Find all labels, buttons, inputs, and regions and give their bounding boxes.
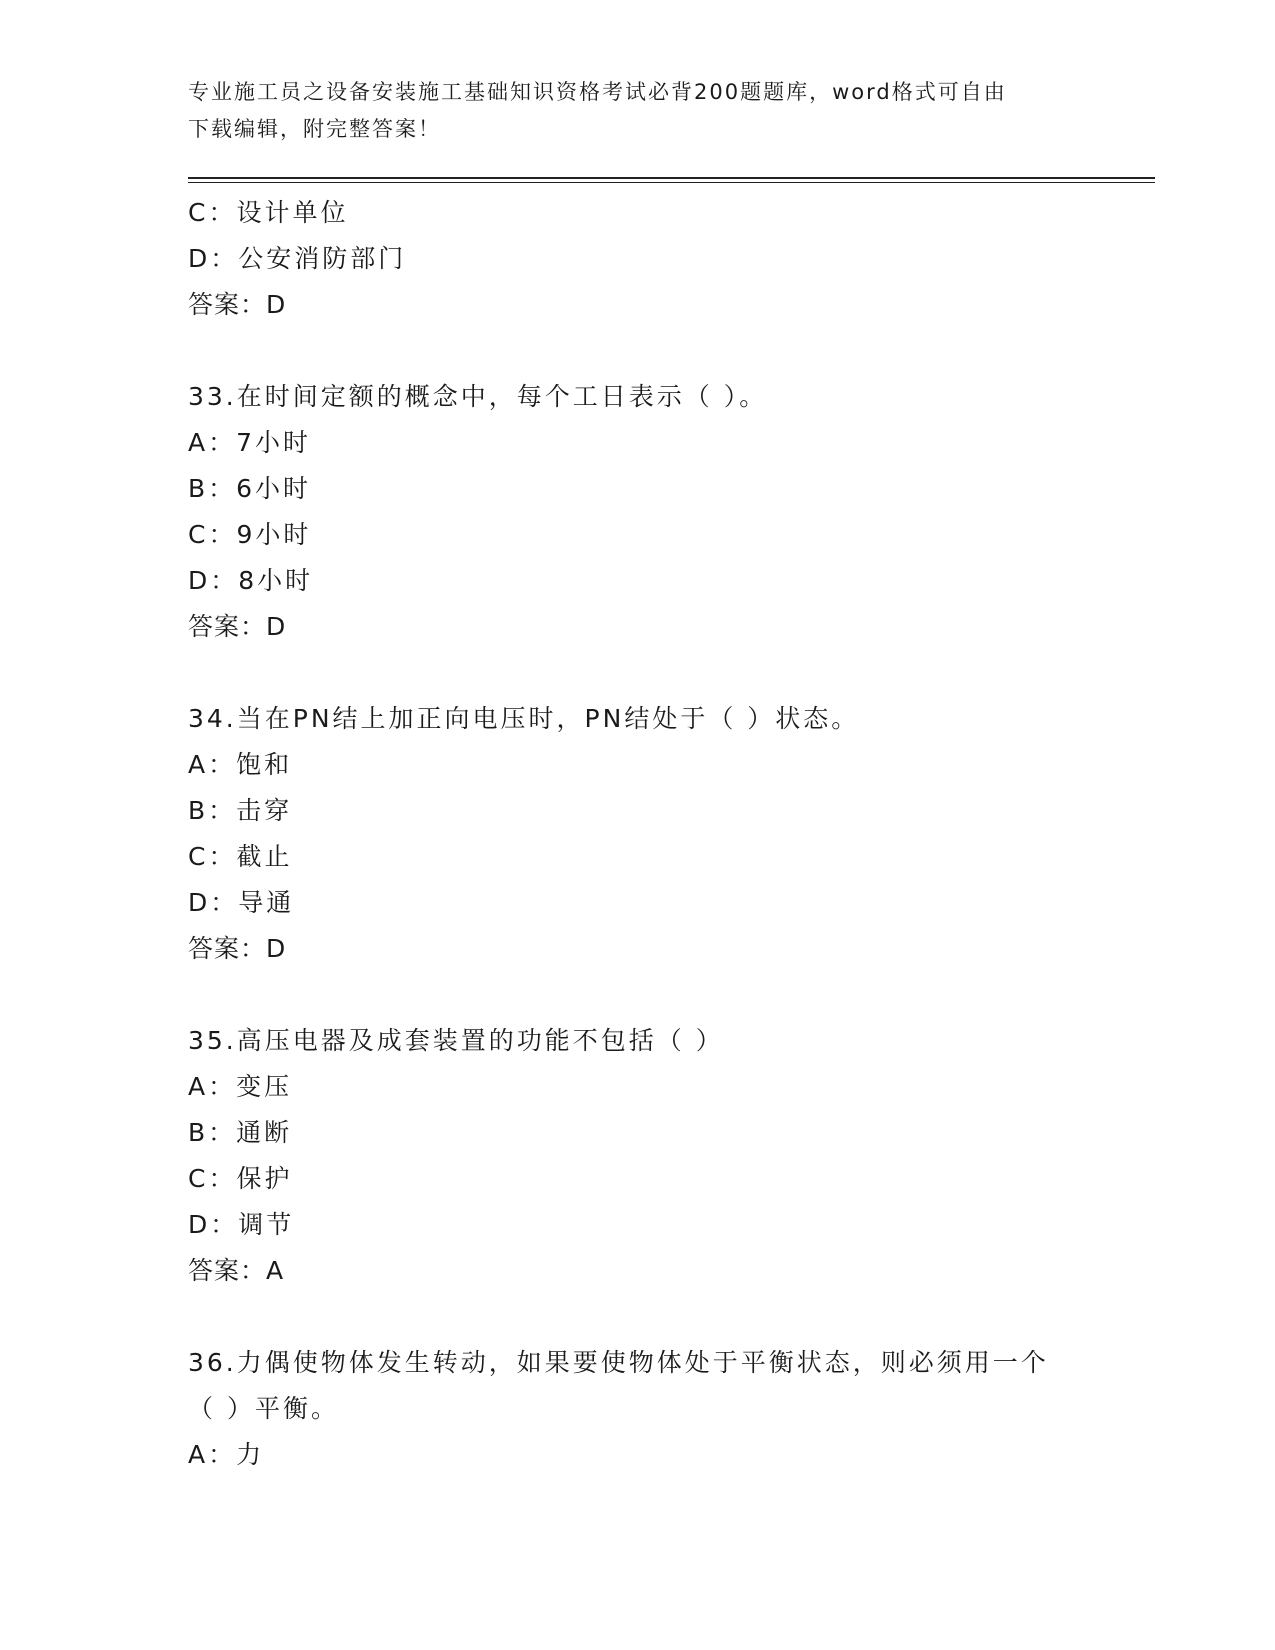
- spacer: [188, 972, 1088, 1018]
- question-block-32: [188, 190, 1088, 328]
- option-d: D：导通: [188, 888, 295, 917]
- answer-line: 答案：D: [188, 290, 287, 319]
- document-header: [188, 74, 1088, 148]
- question-block-34: [188, 696, 1088, 972]
- question-block-33: [188, 374, 1088, 650]
- option-a: A：7小时: [188, 428, 312, 457]
- option-c: C：保护: [188, 1164, 293, 1193]
- option-a: A：力: [188, 1440, 265, 1469]
- question-stem: 33.在时间定额的概念中，每个工日表示（ ）。: [188, 382, 768, 411]
- question-stem-line-1: 36.力偶使物体发生转动，如果要使物体处于平衡状态，则必须用一个: [188, 1348, 1049, 1377]
- option-d: D：调节: [188, 1210, 295, 1239]
- option-b: B：6小时: [188, 474, 312, 503]
- spacer: [188, 650, 1088, 696]
- header-divider-thin: [188, 182, 1155, 183]
- answer-line: 答案：D: [188, 934, 287, 963]
- answer-line: 答案：A: [188, 1256, 285, 1285]
- option-d: D：8小时: [188, 566, 314, 595]
- option-c: C：设计单位: [188, 198, 349, 227]
- spacer: [188, 1294, 1088, 1340]
- header-title-line-2: 下载编辑，附完整答案！: [188, 117, 441, 141]
- option-c: C：9小时: [188, 520, 312, 549]
- question-stem: 35.高压电器及成套装置的功能不包括（ ）: [188, 1026, 724, 1055]
- answer-line: 答案：D: [188, 612, 287, 641]
- option-b: B：击穿: [188, 796, 293, 825]
- spacer: [188, 328, 1088, 374]
- question-list: [188, 190, 1088, 1478]
- option-d: D：公安消防部门: [188, 244, 407, 273]
- question-stem-line-2: （ ）平衡。: [188, 1394, 339, 1423]
- header-title-line-1: 专业施工员之设备安装施工基础知识资格考试必背200题题库，word格式可自由: [188, 80, 1007, 104]
- option-b: B：通断: [188, 1118, 293, 1147]
- option-a: A：变压: [188, 1072, 293, 1101]
- question-stem: 34.当在PN结上加正向电压时，PN结处于（ ）状态。: [188, 704, 860, 733]
- question-block-36: [188, 1340, 1088, 1478]
- question-block-35: [188, 1018, 1088, 1294]
- option-c: C：截止: [188, 842, 293, 871]
- option-a: A：饱和: [188, 750, 293, 779]
- header-divider-thick: [188, 177, 1155, 179]
